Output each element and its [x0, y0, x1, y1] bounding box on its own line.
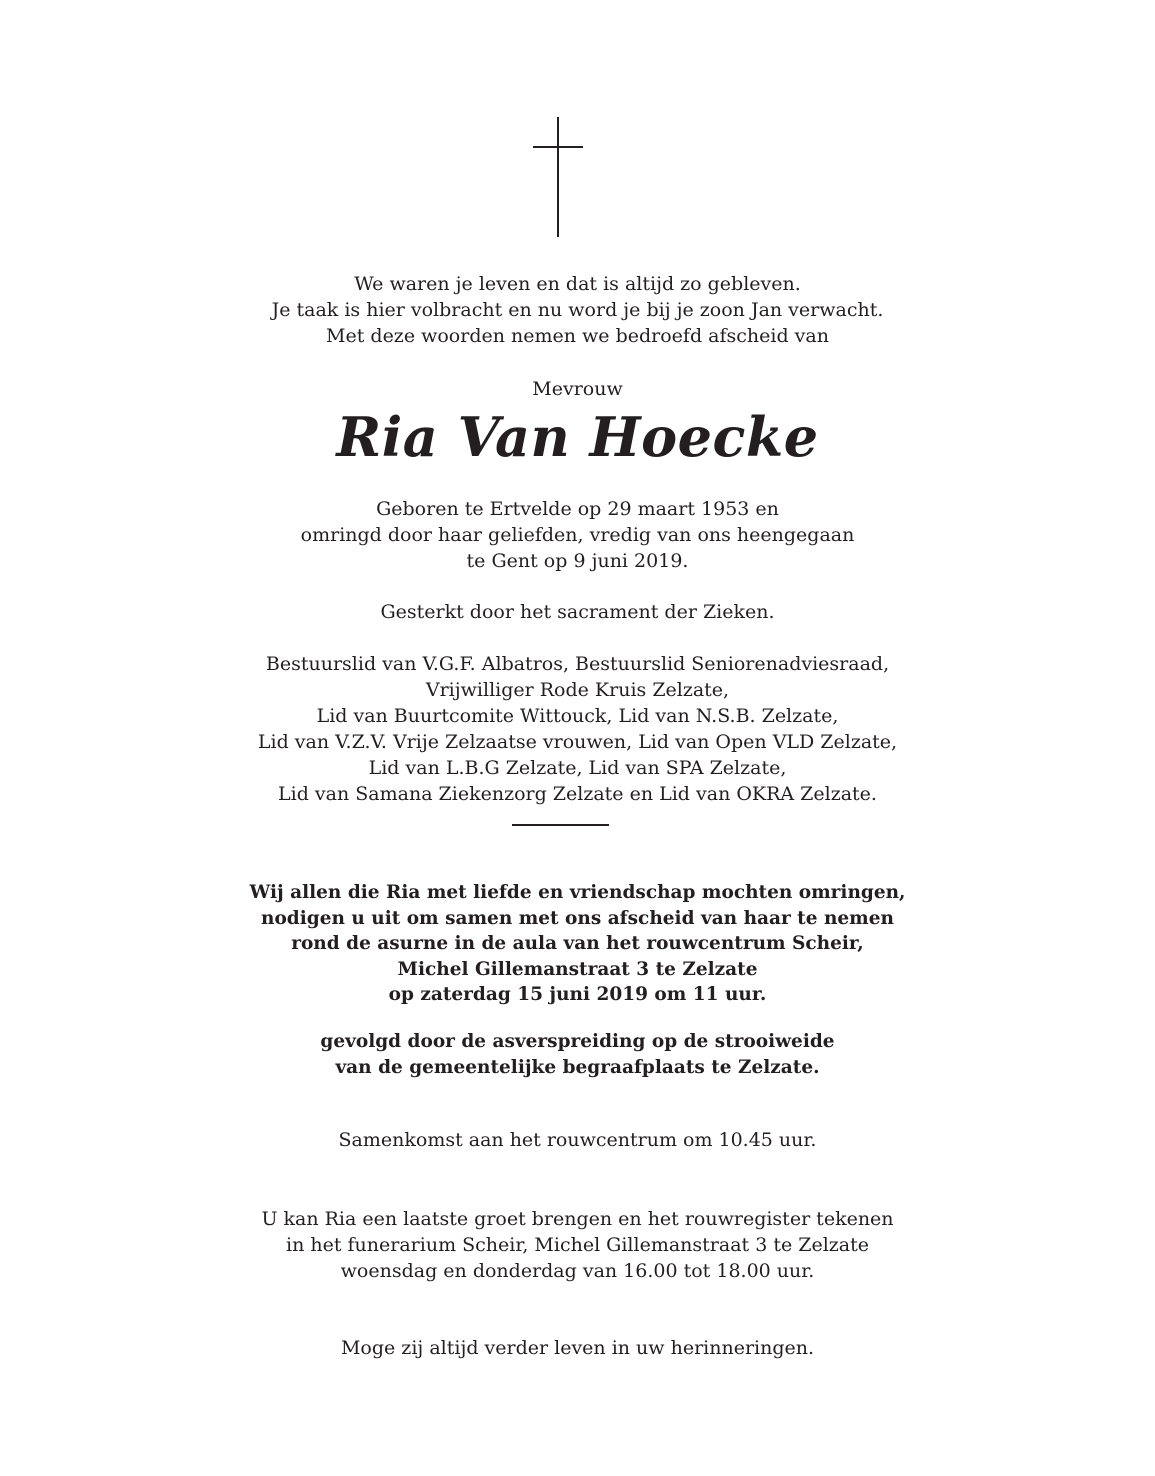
gathering-line: Samenkomst aan het rouwcentrum om 10.45 uur.	[338, 1129, 817, 1151]
membership-line: Bestuurslid van V.G.F. Albatros, Bestuurslid Seniorenadviesraad,	[265, 653, 890, 675]
invitation-line: Wij allen die Ria met liefde en vriendschap mochten omringen,	[249, 882, 906, 903]
membership-line: Lid van L.B.G Zelzate, Lid van SPA Zelzate,	[368, 757, 787, 779]
closing-line: Moge zij altijd verder leven in uw herinneringen.	[340, 1337, 815, 1359]
birth-death-text	[0, 496, 1155, 574]
section-divider	[512, 824, 609, 826]
intro-line: Je taak is hier volbracht en nu word je bij je zoon Jan verwacht.	[271, 299, 884, 321]
closing-text	[0, 1335, 1155, 1361]
membership-line: Lid van Samana Ziekenzorg Zelzate en Lid van OKRA Zelzate.	[278, 783, 877, 805]
intro-line: Met deze woorden nemen we bedroefd afscheid van	[326, 325, 829, 347]
invitation-line: op zaterdag 15 juni 2019 om 11 uur.	[388, 984, 767, 1005]
cross-icon	[533, 117, 583, 237]
membership-line: Lid van V.Z.V. Vrije Zelzaatse vrouwen, Lid van Open VLD Zelzate,	[257, 731, 898, 753]
ash-scattering-text	[0, 1029, 1155, 1080]
cross-vertical-bar	[557, 117, 559, 237]
visitation-line: woensdag en donderdag van 16.00 tot 18.00 uur.	[340, 1260, 815, 1282]
sacrament-text	[0, 599, 1155, 625]
invitation-line: Michel Gillemanstraat 3 te Zelzate	[397, 958, 758, 980]
gathering-text	[0, 1127, 1155, 1153]
cross-horizontal-bar	[533, 146, 583, 148]
membership-line: Vrijwilliger Rode Kruis Zelzate,	[425, 679, 730, 701]
ash-scattering-line: gevolgd door de asverspreiding op de strooiweide	[320, 1031, 835, 1052]
deceased-title: Mevrouw	[532, 378, 623, 400]
ash-scattering-line: van de gemeentelijke begraafplaats te Zelzate.	[335, 1056, 820, 1078]
intro-line: We waren je leven en dat is altijd zo gebleven.	[354, 273, 801, 295]
invitation-line: nodigen u uit om samen met ons afscheid van haar te nemen	[261, 907, 894, 929]
invitation-text	[0, 880, 1155, 1008]
invitation-line: rond de asurne in de aula van het rouwcentrum Scheir,	[291, 933, 864, 954]
visitation-line: in het funerarium Scheir, Michel Gillemanstraat 3 te Zelzate	[286, 1234, 869, 1256]
membership-line: Lid van Buurtcomite Wittouck, Lid van N.S.B. Zelzate,	[316, 705, 839, 727]
birth-death-line: Geboren te Ertvelde op 29 maart 1953 en	[376, 498, 779, 520]
memberships-text	[0, 651, 1155, 807]
sacrament-line: Gesterkt door het sacrament der Zieken.	[380, 601, 775, 623]
visitation-text	[0, 1206, 1155, 1284]
birth-death-line: omringd door haar geliefden, vredig van ons heengegaan	[300, 524, 855, 546]
deceased-name: Ria Van Hoecke	[336, 405, 819, 469]
intro-text	[0, 271, 1155, 349]
visitation-line: U kan Ria een laatste groet brengen en het rouwregister tekenen	[261, 1208, 894, 1230]
birth-death-line: te Gent op 9 juni 2019.	[466, 550, 689, 572]
